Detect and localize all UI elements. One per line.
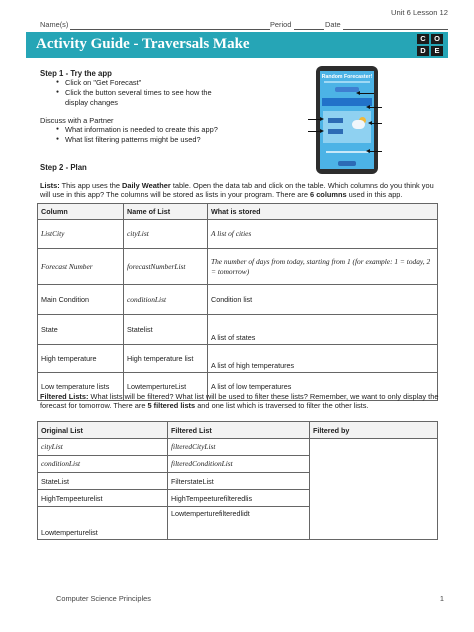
activity-title: Activity Guide - Traversals Make	[36, 36, 250, 52]
table-cell[interactable]: HighTempeeturefilteredlis	[168, 490, 310, 507]
filtered-by-cell[interactable]	[310, 439, 438, 540]
table-cell[interactable]: FilterstateList	[168, 473, 310, 490]
step1-title: Step 1 - Try the app	[40, 69, 112, 78]
table-cell[interactable]: Statelist	[124, 315, 208, 345]
title-banner	[26, 32, 448, 58]
table-header-row	[38, 422, 438, 439]
table-cell[interactable]: Lowtemperturelist	[38, 507, 168, 540]
cloud-icon	[352, 120, 365, 129]
arrow-to-low-temp-icon	[308, 131, 322, 132]
table-cell[interactable]: Forecast Number	[38, 249, 124, 285]
step1-bullet: ● Click the button several times to see how the display changes	[56, 88, 226, 107]
table-cell[interactable]: A list of states	[208, 315, 438, 345]
filtered-by-header: Filtered by	[310, 422, 438, 439]
forecast-header-bar	[322, 98, 372, 106]
table-row	[38, 345, 438, 373]
discuss-bullet: ● What information is needed to create this app?	[56, 125, 276, 134]
table-cell[interactable]: Main Condition	[38, 285, 124, 315]
table-row	[38, 249, 438, 285]
logo-letter-c: C	[416, 33, 430, 45]
high-temp-badge	[328, 118, 343, 123]
step2-title: Step 2 - Plan	[40, 163, 87, 172]
discuss-bullet: ● What list filtering patterns might be used?	[56, 135, 276, 144]
table-row	[38, 285, 438, 315]
filtered-label: Filtered Lists:	[40, 392, 89, 401]
lists-table	[37, 203, 438, 401]
table-row	[38, 220, 438, 249]
table-cell[interactable]: filteredCityList	[168, 439, 310, 456]
filtered-list-header: Filtered List	[168, 422, 310, 439]
original-list-header: Original List	[38, 422, 168, 439]
table-cell[interactable]: A list of high temperatures	[208, 345, 438, 373]
filtered-lists-table	[37, 421, 438, 540]
table-cell[interactable]: LowtempertureList	[124, 373, 208, 401]
dataset-name: Daily Weather	[122, 181, 171, 190]
code-org-logo	[416, 33, 444, 57]
filtered-text-b: and one list which is traversed to filter the other lists.	[195, 401, 369, 411]
logo-letter-o: O	[430, 33, 444, 45]
arrow-to-header-icon	[368, 107, 382, 108]
table-cell[interactable]: conditionList	[38, 456, 168, 473]
unit-lesson-label: Unit 6 Lesson 12	[391, 8, 448, 17]
arrow-to-high-temp-icon	[308, 119, 322, 120]
table-cell[interactable]: High temperature	[38, 345, 124, 373]
table-row	[38, 315, 438, 345]
table-cell[interactable]: Condition list	[208, 285, 438, 315]
discuss-label: Discuss with a Partner	[40, 116, 114, 125]
name-of-list-header: Name of List	[124, 204, 208, 220]
forecast-card	[323, 111, 371, 143]
low-temp-badge	[328, 129, 343, 134]
app-preview-screen	[320, 71, 374, 169]
arrow-to-button-icon	[358, 93, 374, 94]
columns-count: 6 columns	[310, 190, 347, 200]
column-header: Column	[38, 204, 124, 220]
table-cell[interactable]: Low temperature lists	[38, 373, 124, 401]
lists-intro: This app uses the	[59, 181, 123, 190]
table-cell[interactable]: cityList	[38, 439, 168, 456]
discuss-bullets	[56, 125, 276, 146]
table-cell[interactable]: State	[38, 315, 124, 345]
what-is-stored-header: What is stored	[208, 204, 438, 220]
table-cell[interactable]: HighTempeeturelist	[38, 490, 168, 507]
table-cell[interactable]: ListCity	[38, 220, 124, 249]
table-cell[interactable]: cityList	[124, 220, 208, 249]
table-cell[interactable]: Lowtemperturefilteredlidt	[168, 507, 310, 540]
step1-bullets	[56, 78, 226, 108]
name-period-date-line	[40, 20, 448, 31]
condition-text-bar	[326, 151, 368, 153]
filtered-paragraph	[40, 392, 440, 411]
app-preview-subtitle-bar	[324, 81, 370, 83]
date-blank	[343, 29, 448, 30]
filtered-count: 5 filtered lists	[147, 401, 196, 411]
lists-label: Lists:	[40, 181, 60, 190]
lists-mid: table. Open the data tab and click on the table. Which columns do you think you will use in this app? The columns will be stored as lists in your program. There are	[40, 181, 434, 200]
table-cell[interactable]: StateList	[38, 473, 168, 490]
footer-page-number: 1	[439, 594, 444, 603]
table-cell[interactable]: A list of low temperatures	[208, 373, 438, 401]
footer-course: Computer Science Principles	[56, 594, 151, 603]
table-header-row	[38, 204, 438, 220]
period-label: Period	[270, 20, 292, 29]
step1-bullet: ● Click on "Get Forecast"	[56, 78, 226, 87]
name-blank	[70, 29, 270, 30]
table-row	[38, 439, 438, 456]
name-label: Name(s)	[40, 20, 69, 29]
table-cell[interactable]: A list of cities	[208, 220, 438, 249]
lists-paragraph	[40, 181, 440, 200]
footer-button-preview	[338, 161, 356, 166]
arrow-to-weather-icon	[370, 123, 382, 124]
table-cell[interactable]: The number of days from today, starting from 1 (for example: 1 = today, 2 = tomorrow)	[208, 249, 438, 285]
logo-letter-e: E	[430, 45, 444, 57]
period-blank	[294, 29, 324, 30]
table-cell[interactable]: forecastNumberList	[124, 249, 208, 285]
app-preview-title: Random Forecaster!	[321, 74, 373, 80]
logo-letter-d: D	[416, 45, 430, 57]
arrow-to-condition-icon	[368, 151, 382, 152]
table-cell[interactable]: High temperature list	[124, 345, 208, 373]
filtered-text-a: What lists will be filtered? What list will be used to filter these lists? Remember, we want to only display the forecast for tomorrow. There are	[40, 392, 439, 411]
table-cell[interactable]: conditionList	[124, 285, 208, 315]
date-label: Date	[325, 20, 341, 29]
lists-end: used in this app.	[346, 190, 403, 200]
table-cell[interactable]: filteredConditionList	[168, 456, 310, 473]
